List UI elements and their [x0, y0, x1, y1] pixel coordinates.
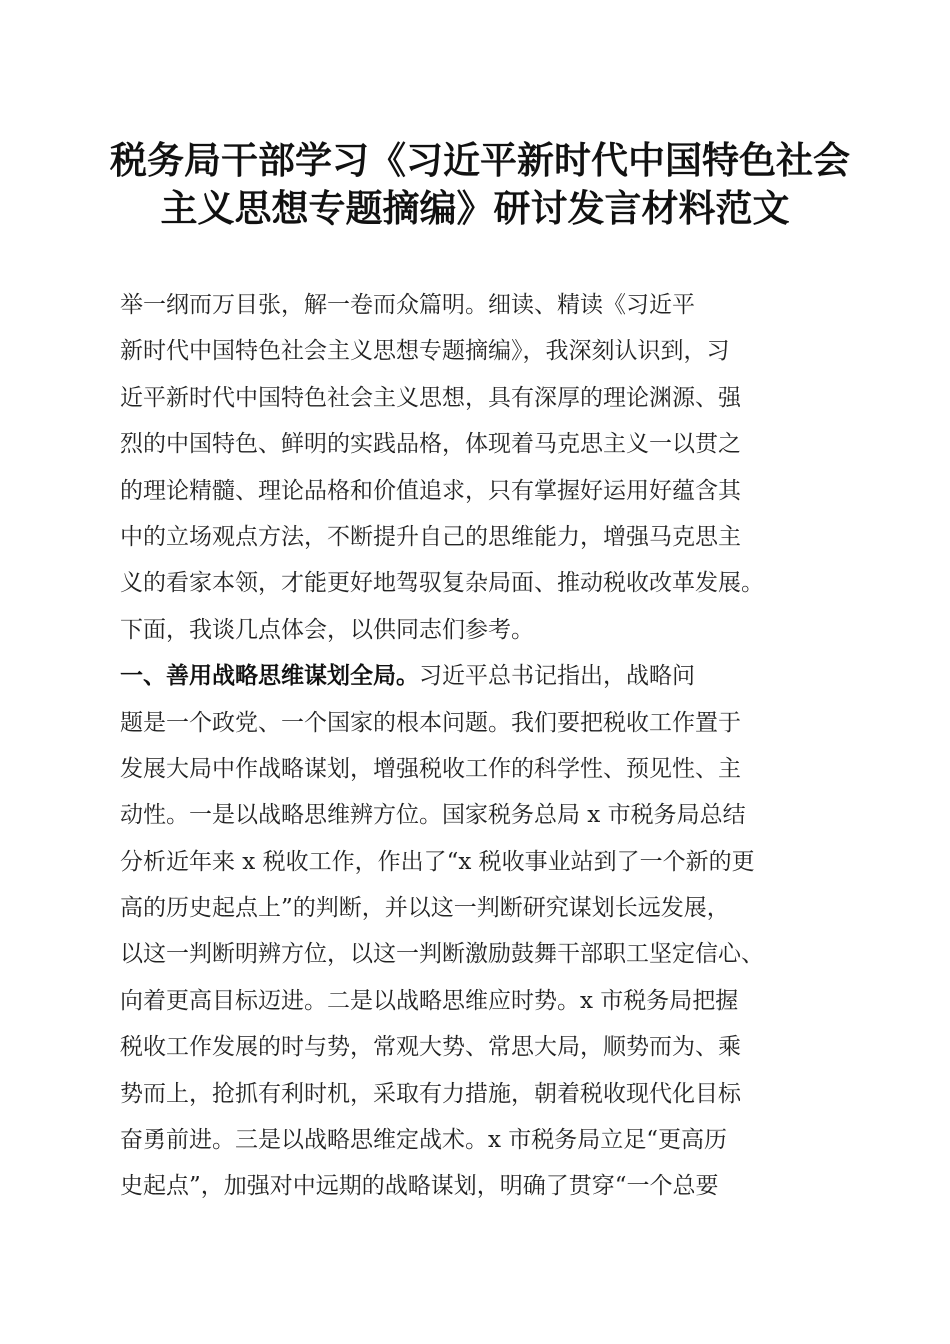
section-1-heading-tail: 习近平总书记指出，战略问: [419, 663, 695, 690]
intro-line-6: 中的立场观点方法，不断提升自己的思维能力，增强马克思主: [120, 523, 741, 550]
section-1-line-2: 发展大局中作战略谋划，增强税收工作的科学性、预见性、主: [120, 755, 741, 782]
section-1-line-11: 史起点”，加强对中远期的战略谋划，明确了贯穿“一个总要: [120, 1173, 719, 1200]
section-1-line-3: 动性。一是以战略思维辨方位。国家税务总局 x 市税务局总结: [120, 802, 746, 829]
title-line-1: 税务局干部学习《习近平新时代中国特色社会: [110, 138, 850, 182]
intro-line-8: 下面，我谈几点体会，以供同志们参考。: [120, 616, 534, 643]
section-1-line-10: 奋勇前进。三是以战略思维定战术。x 市税务局立足“更高历: [120, 1127, 728, 1154]
section-1-line-1: 题是一个政党、一个国家的根本问题。我们要把税收工作置于: [120, 709, 741, 736]
section-1-line-4: 分析近年来 x 税收工作，作出了“x 税收事业站到了一个新的更: [120, 848, 755, 875]
section-1-heading: 一、善用战略思维谋划全局。: [120, 663, 419, 690]
section-1-first-line: [120, 653, 840, 699]
section-1-line-5: 高的历史起点上”的判断，并以这一判断研究谋划长远发展，: [120, 895, 730, 922]
intro-line-7: 义的看家本领，才能更好地驾驭复杂局面、推动税收改革发展。: [120, 570, 764, 597]
intro-line-3: 近平新时代中国特色社会主义思想，具有深厚的理论渊源、强: [120, 384, 741, 411]
intro-line-4: 烈的中国特色、鲜明的实践品格，体现着马克思主义一以贯之: [120, 431, 741, 458]
section-1-line-8: 税收工作发展的时与势，常观大势、常思大局，顺势而为、乘: [120, 1034, 741, 1061]
section-1-line-6: 以这一判断明辨方位，以这一判断激励鼓舞干部职工坚定信心、: [120, 941, 764, 968]
section-1-line-9: 势而上，抢抓有利时机，采取有力措施，朝着税收现代化目标: [120, 1080, 741, 1107]
intro-line-1: 举一纲而万目张，解一卷而众篇明。细读、精读《习近平: [120, 292, 695, 318]
document-title: [110, 136, 850, 232]
document-body: [120, 282, 840, 1210]
title-line-2: 主义思想专题摘编》研讨发言材料范文: [160, 186, 790, 230]
intro-line-2: 新时代中国特色社会主义思想专题摘编》，我深刻认识到，习: [120, 338, 730, 365]
intro-line-5: 的理论精髓、理论品格和价值追求，只有掌握好运用好蕴含其: [120, 477, 741, 504]
section-1-line-7: 向着更高目标迈进。二是以战略思维应时势。x 市税务局把握: [120, 987, 739, 1014]
